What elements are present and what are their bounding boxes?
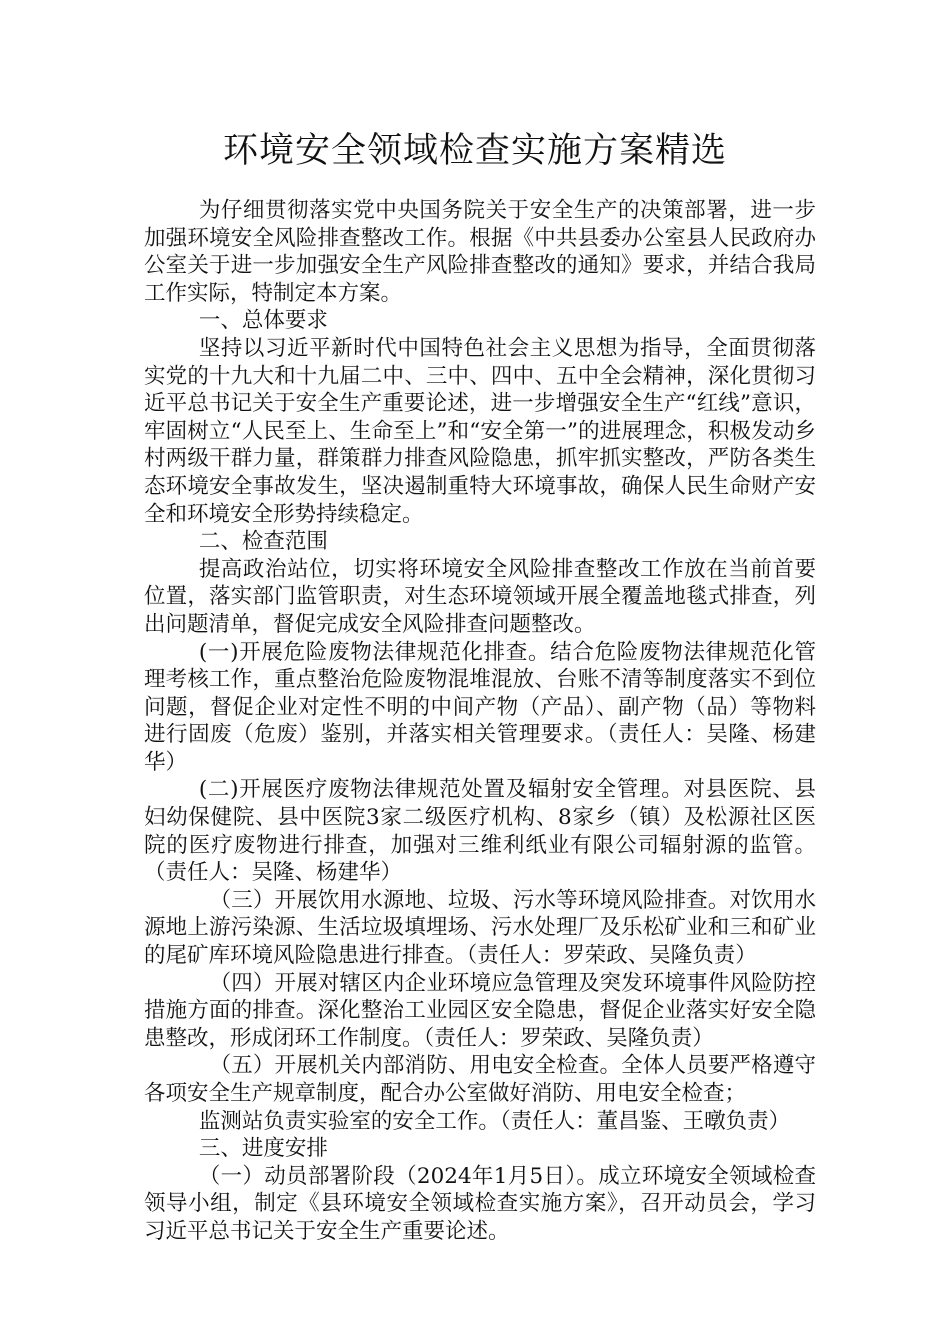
scope-item-enterprise-emergency: （四）开展对辖区内企业环境应急管理及突发环境事件风险防控措施方面的排查。深化整治工业园区安全隐患，督促企业落实好安全隐患整改，形成闭环工作制度。（责任人：罗荣政、吴隆负责） [144, 970, 816, 1051]
scope-item-lab-safety: 监测站负责实验室的安全工作。（责任人：董昌鉴、王暾负责） [198, 1108, 791, 1134]
section-heading-inspection-scope: 二、检查范围 [198, 529, 328, 555]
scope-item-medical-waste: (二)开展医疗废物法律规范处置及辐射安全管理。对县医院、县妇幼保健院、县中医院3家二级医疗机构、8家乡（镇）及松源社区医院的医疗废物进行排查，加强对三维利纸业有限公司辐射源的监管。（责任人：吴隆、杨建华） [144, 777, 816, 886]
document-body [144, 197, 816, 1246]
section-heading-general-requirements: 一、总体要求 [198, 308, 328, 334]
scope-item-fire-electric-safety: （五）开展机关内部消防、用电安全检查。全体人员要严格遵守各项安全生产规章制度，配合办公室做好消防、用电安全检查； [144, 1053, 816, 1106]
scope-item-water-source: （三）开展饮用水源地、垃圾、污水等环境风险排查。对饮用水源地上游污染源、生活垃圾填埋场、污水处理厂及乐松矿业和三和矿业的尾矿库环境风险隐患进行排查。（责任人：罗荣政、吴隆负责） [144, 887, 816, 969]
scope-item-hazardous-waste: (一)开展危险废物法律规范化排查。结合危险废物法律规范化管理考核工作，重点整治危险废物混堆混放、台账不清等制度落实不到位问题，督促企业对定性不明的中间产物（产品）、副产物（品）等物料进行固废（危废）鉴别，并落实相关管理要求。（责任人：吴隆、杨建华） [144, 639, 816, 775]
document-title: 环境安全领域检查实施方案精选 [222, 131, 727, 171]
schedule-item-mobilization: （一）动员部署阶段（2024年1月5日）。成立环境安全领域检查领导小组，制定《县环境安全领域检查实施方案》，召开动员会，学习习近平总书记关于安全生产重要论述。 [144, 1163, 816, 1244]
section-heading-schedule: 三、进度安排 [198, 1136, 328, 1162]
inspection-scope-paragraph: 提高政治站位，切实将环境安全风险排查整改工作放在当前首要位置，落实部门监管职责，对生态环境领域开展全覆盖地毯式排查，列出问题清单，督促完成安全风险排查问题整改。 [144, 556, 816, 637]
general-requirements-paragraph: 坚持以习近平新时代中国特色社会主义思想为指导，全面贯彻落实党的十九大和十九届二中、三中、四中、五中全会精神，深化贯彻习近平总书记关于安全生产重要论述，进一步增强安全生产“红线”意识，牢固树立“人民至上、生命至上”和“安全第一”的进展理念，积极发动乡村两级干群力量，群策群力排查风险隐患，抓牢抓实整改，严防各类生态环境安全事故发生，坚决遏制重特大环境事故，确保人民生命财产安全和环境安全形势持续稳定。 [144, 335, 816, 527]
intro-paragraph: 为仔细贯彻落实党中央国务院关于安全生产的决策部署，进一步加强环境安全风险排查整改工作。根据《中共县委办公室县人民政府办公室关于进一步加强安全生产风险排查整改的通知》要求，并结合我局工作实际，特制定本方案。 [144, 198, 816, 306]
